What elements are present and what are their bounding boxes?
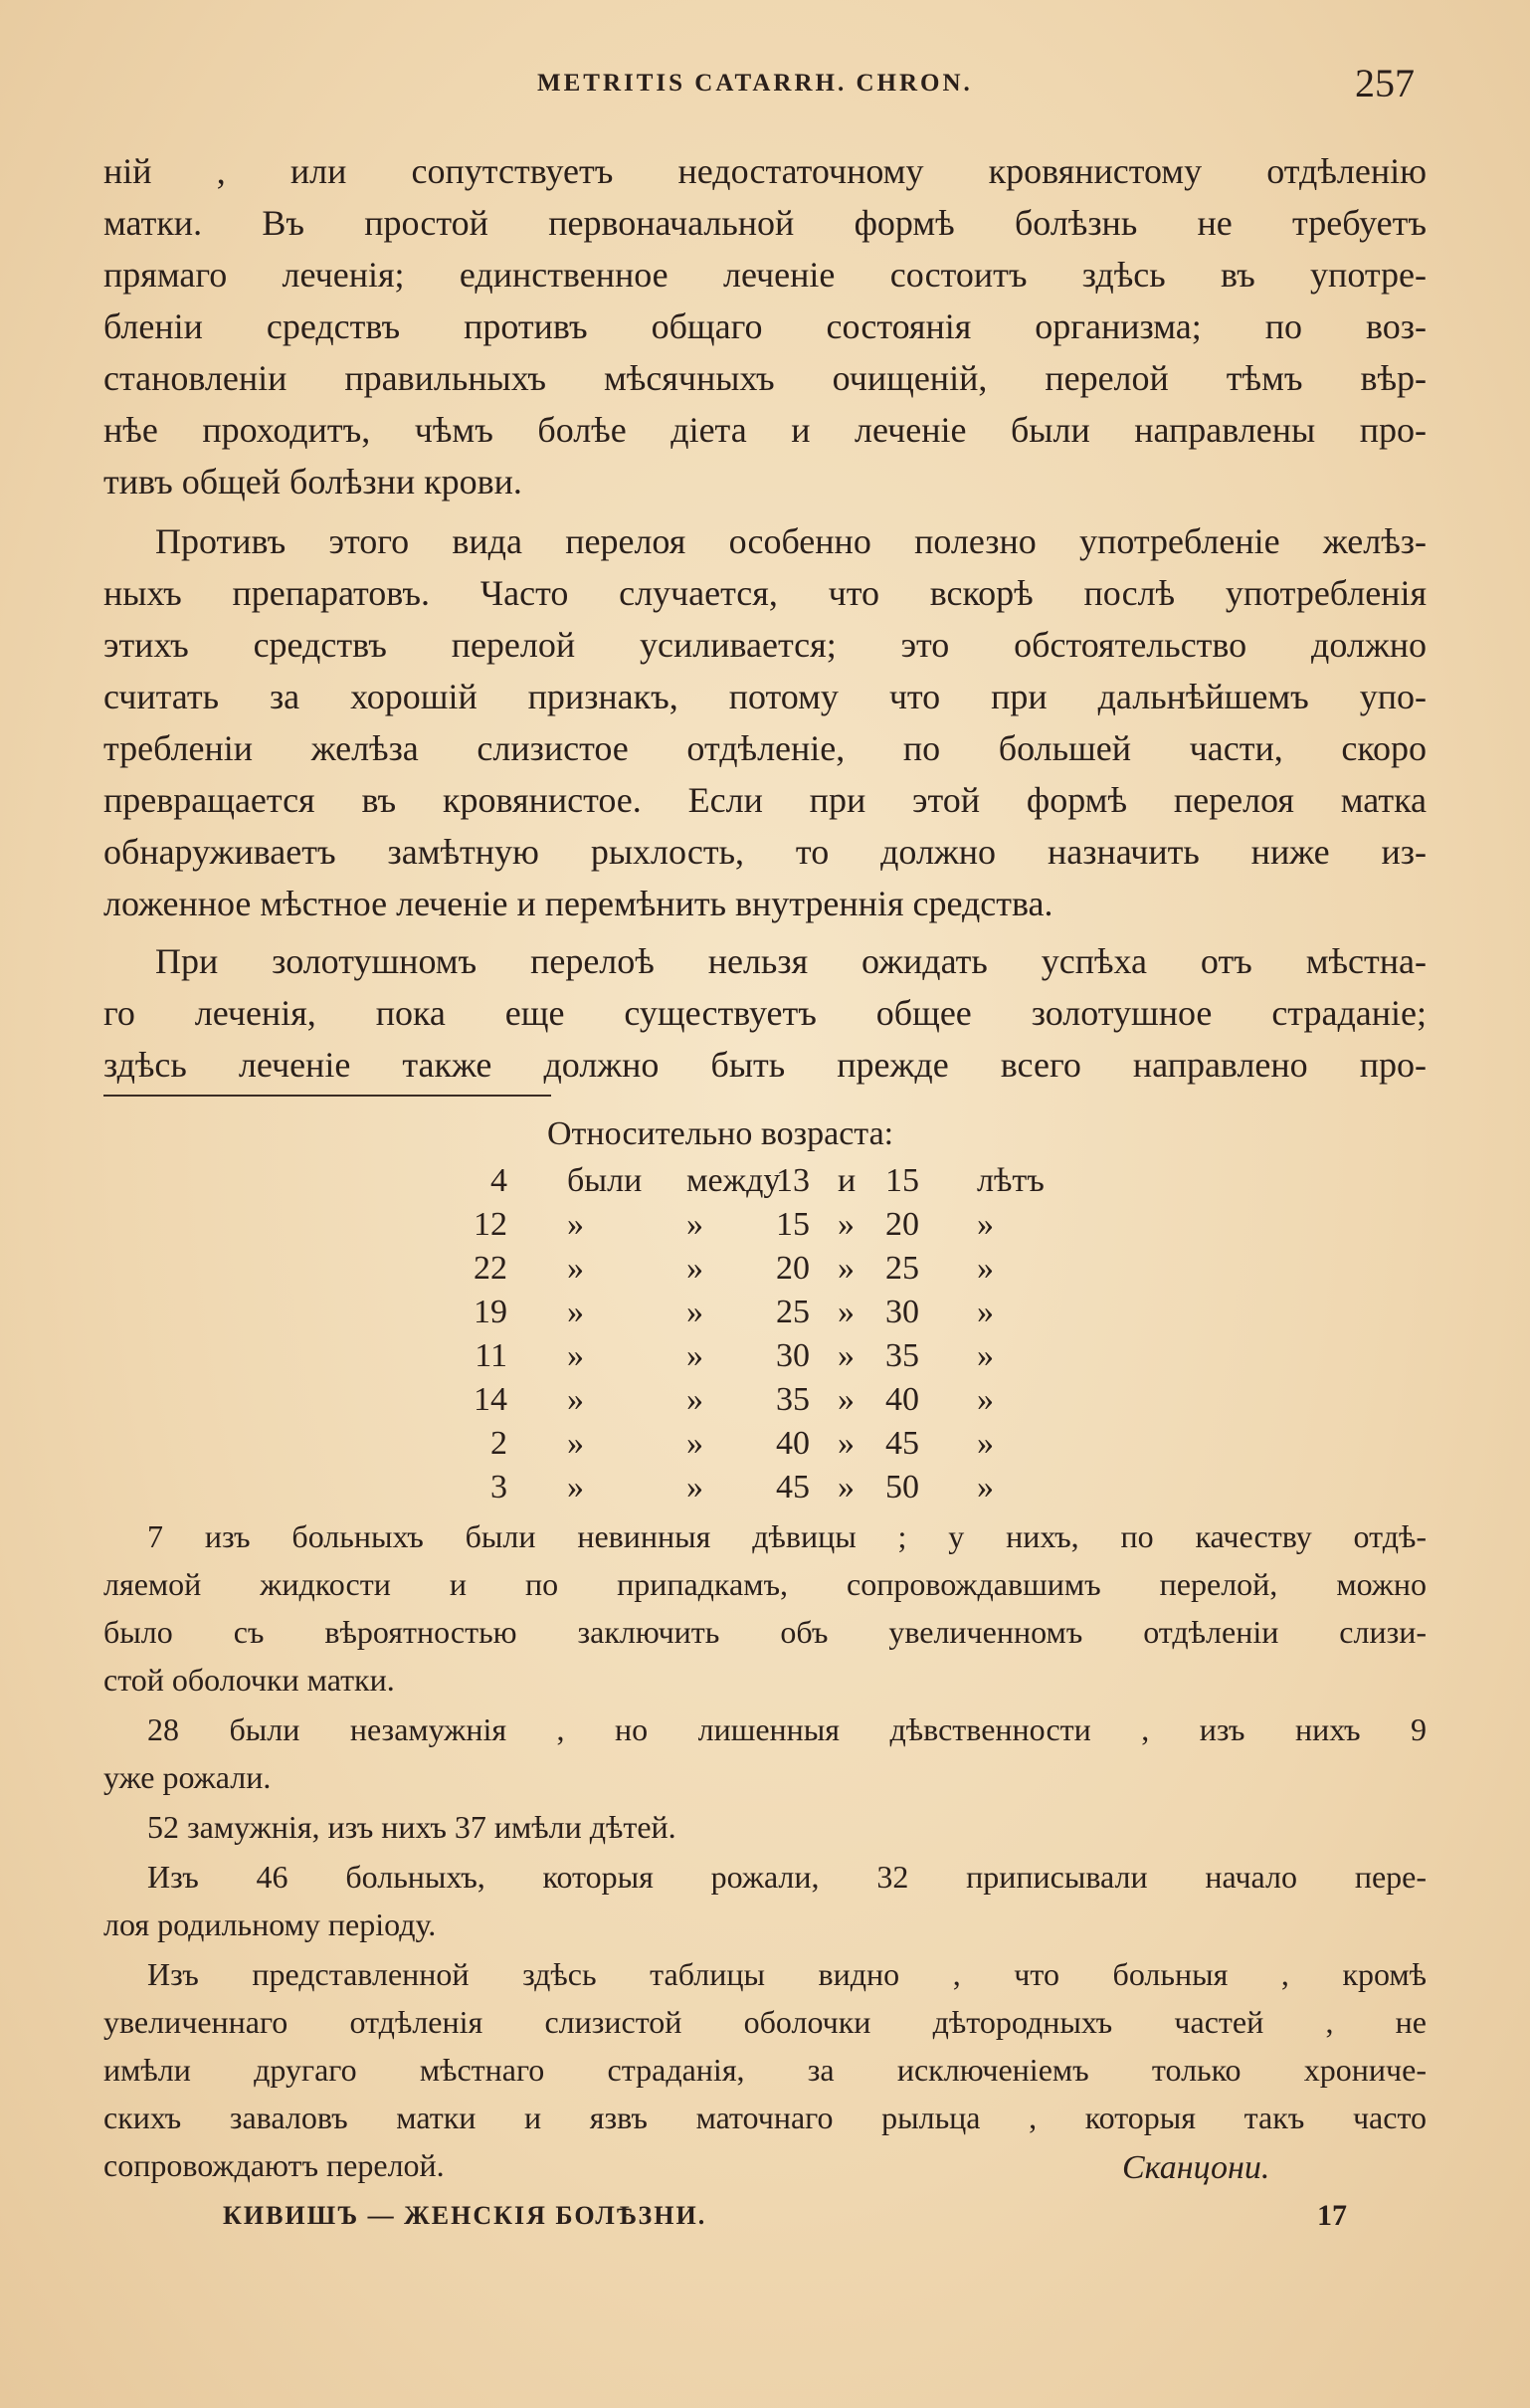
page-number: 257 (1355, 61, 1415, 105)
ditto-cell: » (838, 1250, 855, 1287)
body-line: матки. Въ простой первоначальной формѣ болѣзнь не требуетъ (103, 203, 1427, 243)
note-line: стой оболочки матки. (103, 1662, 395, 1698)
age-from-cell: 25 (776, 1294, 810, 1330)
body-line: При золотушномъ перелоѣ нельзя ожидать успѣха отъ мѣстна- (155, 941, 1427, 981)
ditto-cell: » (567, 1425, 584, 1462)
age-from-cell: 35 (776, 1381, 810, 1418)
ditto-cell: » (977, 1337, 994, 1374)
age-from-cell: 13 (776, 1162, 810, 1199)
ditto-cell: » (977, 1425, 994, 1462)
body-line: этихъ средствъ перелой усиливается; это обстоятельство должно (103, 625, 1427, 665)
note-line: Изъ представленной здѣсь таблицы видно , что больныя , кромѣ (147, 1956, 1427, 1992)
age-from-cell: 15 (776, 1206, 810, 1243)
body-line: обнаруживаетъ замѣтную рыхлость, то должно назначить ниже из- (103, 832, 1427, 872)
ditto-cell: » (838, 1337, 855, 1374)
ditto-cell: » (567, 1206, 584, 1243)
ditto-cell: » (567, 1337, 584, 1374)
word-cell: между (686, 1162, 781, 1199)
age-to-cell: 45 (885, 1425, 919, 1462)
body-line: бленіи средствъ противъ общаго состоянія организма; по воз- (103, 306, 1427, 346)
word-cell: лѣтъ (977, 1162, 1045, 1199)
body-line: требленіи желѣза слизистое отдѣленіе, по большей части, скоро (103, 728, 1427, 768)
ditto-cell: » (838, 1206, 855, 1243)
printer-signature-mark: 17 (1317, 2199, 1347, 2232)
ditto-cell: » (686, 1294, 703, 1330)
body-line: ній , или сопутствуетъ недостаточному кровянистому отдѣленію (103, 151, 1427, 191)
body-line: ложенное мѣстное леченіе и перемѣнить внутреннія средства. (103, 884, 1053, 923)
note-line: сопровождаютъ перелой. (103, 2147, 445, 2183)
ditto-cell: » (686, 1337, 703, 1374)
age-to-cell: 30 (885, 1294, 919, 1330)
ditto-cell: » (838, 1469, 855, 1505)
note-line: увеличеннаго отдѣленія слизистой оболочки дѣтородныхъ частей , не (103, 2004, 1427, 2040)
ditto-cell: » (567, 1469, 584, 1505)
age-from-cell: 45 (776, 1469, 810, 1505)
note-line: 28 были незамужнія , но лишенныя дѣвственности , изъ нихъ 9 (147, 1711, 1427, 1747)
age-to-cell: 25 (885, 1250, 919, 1287)
body-line: нѣе проходитъ, чѣмъ болѣе діета и леченіе были направлены про- (103, 410, 1427, 450)
count-cell: 22 (474, 1250, 507, 1287)
footer-title: КИВИШЪ — ЖЕНСКІЯ БОЛѢЗНИ. (223, 2201, 707, 2230)
body-line: прямаго леченія; единственное леченіе состоитъ здѣсь въ употре- (103, 255, 1427, 295)
ditto-cell: » (838, 1381, 855, 1418)
body-line: ныхъ препаратовъ. Часто случается, что вскорѣ послѣ употребленія (103, 573, 1427, 613)
ditto-cell: » (977, 1294, 994, 1330)
body-line: Противъ этого вида перелоя особенно полезно употребленіе желѣз- (155, 521, 1427, 561)
note-line: уже рожали. (103, 1759, 272, 1795)
running-head: METRITIS CATARRH. CHRON. (537, 70, 973, 97)
note-line: 7 изъ больныхъ были невинныя дѣвицы ; у нихъ, по качеству отдѣ- (147, 1518, 1427, 1554)
ditto-cell: » (567, 1381, 584, 1418)
body-line: тивъ общей болѣзни крови. (103, 462, 522, 502)
note-line: Изъ 46 больныхъ, которыя рожали, 32 приписывали начало пере- (147, 1859, 1427, 1895)
note-line: лоя родильному періоду. (103, 1906, 437, 1942)
age-to-cell: 20 (885, 1206, 919, 1243)
ditto-cell: » (686, 1469, 703, 1505)
body-line: считать за хорошій признакъ, потому что при дальнѣйшемъ упо- (103, 677, 1427, 716)
age-to-cell: 15 (885, 1162, 919, 1199)
word-cell: и (838, 1162, 857, 1199)
ditto-cell: » (686, 1250, 703, 1287)
age-to-cell: 35 (885, 1337, 919, 1374)
ditto-cell: » (977, 1381, 994, 1418)
ditto-cell: » (977, 1469, 994, 1505)
count-cell: 11 (475, 1337, 507, 1374)
note-line: было съ вѣроятностью заключить объ увеличенномъ отдѣленіи слизи- (103, 1614, 1427, 1650)
age-from-cell: 30 (776, 1337, 810, 1374)
body-line: здѣсь леченіе также должно быть прежде всего направлено про- (103, 1045, 1427, 1085)
body-line: становленіи правильныхъ мѣсячныхъ очищеній, перелой тѣмъ вѣр- (103, 358, 1427, 398)
ditto-cell: » (838, 1294, 855, 1330)
ditto-cell: » (686, 1206, 703, 1243)
table-title: Относительно возраста: (547, 1115, 894, 1152)
count-cell: 2 (490, 1425, 507, 1462)
note-line: ляемой жидкости и по припадкамъ, сопровождавшимъ перелой, можно (103, 1566, 1427, 1602)
note-line: скихъ заваловъ матки и язвъ маточнаго рыльца , которыя такъ часто (103, 2100, 1427, 2135)
footnote-rule (103, 1095, 551, 1097)
note-line: имѣли другаго мѣстнаго страданія, за исключеніемъ только хрониче- (103, 2052, 1427, 2088)
word-cell: были (567, 1162, 643, 1199)
count-cell: 4 (490, 1162, 507, 1199)
count-cell: 12 (474, 1206, 507, 1243)
age-from-cell: 20 (776, 1250, 810, 1287)
count-cell: 14 (474, 1381, 507, 1418)
count-cell: 3 (490, 1469, 507, 1505)
ditto-cell: » (567, 1294, 584, 1330)
body-line: го леченія, пока еще существуетъ общее золотушное страданіе; (103, 993, 1427, 1033)
ditto-cell: » (567, 1250, 584, 1287)
age-to-cell: 50 (885, 1469, 919, 1505)
note-line: 52 замужнія, изъ нихъ 37 имѣли дѣтей. (147, 1809, 676, 1845)
ditto-cell: » (977, 1206, 994, 1243)
ditto-cell: » (977, 1250, 994, 1287)
age-to-cell: 40 (885, 1381, 919, 1418)
count-cell: 19 (474, 1294, 507, 1330)
ditto-cell: » (686, 1381, 703, 1418)
author-signature: Сканцони. (1122, 2149, 1270, 2186)
body-line: превращается въ кровянистое. Если при этой формѣ перелоя матка (103, 780, 1427, 820)
ditto-cell: » (838, 1425, 855, 1462)
age-from-cell: 40 (776, 1425, 810, 1462)
ditto-cell: » (686, 1425, 703, 1462)
